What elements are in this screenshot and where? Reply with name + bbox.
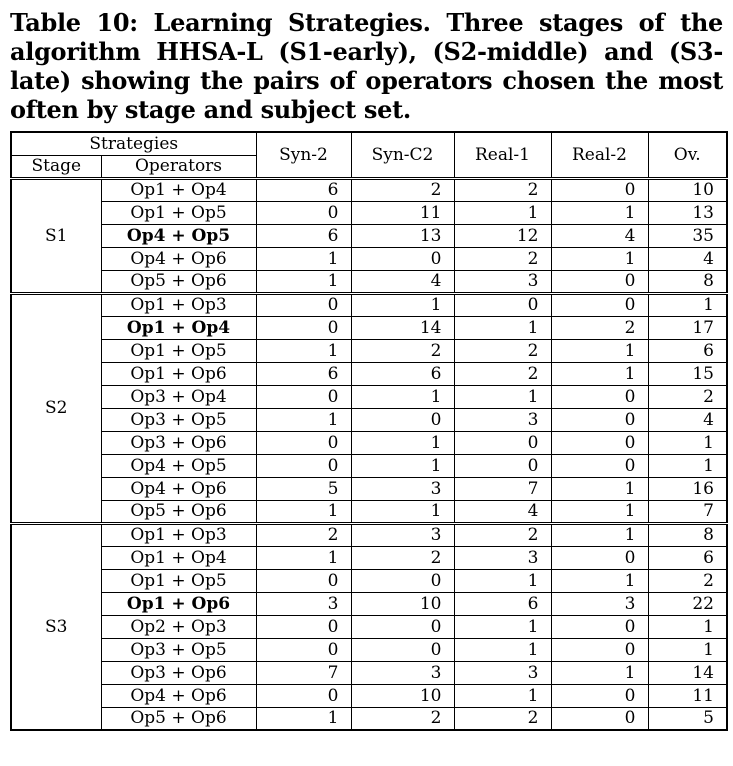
table-row — [11, 592, 727, 615]
value-cell: 2 — [454, 247, 551, 270]
value-cell: 1 — [648, 454, 727, 477]
value-cell: 5 — [256, 477, 351, 500]
value-cell: 14 — [648, 661, 727, 684]
value-cell: 2 — [351, 707, 454, 730]
operators-cell: Op4 + Op5 — [101, 454, 256, 477]
value-cell: 14 — [351, 316, 454, 339]
value-cell: 10 — [351, 592, 454, 615]
value-cell: 1 — [351, 431, 454, 454]
value-cell: 0 — [256, 293, 351, 316]
value-cell: 0 — [256, 201, 351, 224]
operators-cell: Op4 + Op5 — [101, 224, 256, 247]
stage-cell-s1: S1 — [11, 178, 101, 293]
value-cell: 0 — [351, 247, 454, 270]
value-cell: 6 — [256, 224, 351, 247]
operators-cell: Op4 + Op6 — [101, 247, 256, 270]
operators-cell: Op3 + Op6 — [101, 661, 256, 684]
value-cell: 1 — [551, 661, 648, 684]
value-cell: 1 — [454, 201, 551, 224]
value-cell: 0 — [256, 684, 351, 707]
value-cell: 7 — [454, 477, 551, 500]
operators-cell: Op4 + Op6 — [101, 477, 256, 500]
table-row — [11, 684, 727, 707]
operators-cell: Op1 + Op5 — [101, 339, 256, 362]
value-cell: 0 — [551, 293, 648, 316]
table-row — [11, 500, 727, 523]
value-cell: 1 — [454, 638, 551, 661]
learning-strategies-table — [10, 131, 728, 731]
value-cell: 1 — [648, 638, 727, 661]
operators-cell: Op1 + Op5 — [101, 569, 256, 592]
table-row — [11, 707, 727, 730]
value-cell: 1 — [454, 684, 551, 707]
operators-cell: Op5 + Op6 — [101, 270, 256, 293]
value-cell: 3 — [454, 408, 551, 431]
value-cell: 1 — [256, 546, 351, 569]
value-cell: 1 — [551, 477, 648, 500]
table-row — [11, 477, 727, 500]
column-header-real-1: Real-1 — [454, 132, 551, 178]
value-cell: 0 — [351, 615, 454, 638]
operators-cell: Op3 + Op5 — [101, 638, 256, 661]
value-cell: 1 — [256, 500, 351, 523]
operators-cell: Op1 + Op5 — [101, 201, 256, 224]
value-cell: 3 — [454, 546, 551, 569]
operators-cell: Op3 + Op6 — [101, 431, 256, 454]
operators-cell: Op1 + Op4 — [101, 178, 256, 201]
operators-cell: Op5 + Op6 — [101, 707, 256, 730]
value-cell: 0 — [551, 454, 648, 477]
value-cell: 1 — [351, 293, 454, 316]
value-cell: 0 — [351, 408, 454, 431]
value-cell: 4 — [648, 247, 727, 270]
value-cell: 1 — [351, 385, 454, 408]
operators-cell: Op1 + Op3 — [101, 523, 256, 546]
value-cell: 1 — [551, 247, 648, 270]
value-cell: 10 — [648, 178, 727, 201]
value-cell: 0 — [551, 684, 648, 707]
operators-cell: Op1 + Op6 — [101, 362, 256, 385]
value-cell: 2 — [648, 569, 727, 592]
value-cell: 3 — [454, 661, 551, 684]
value-cell: 6 — [256, 362, 351, 385]
stage-cell-s2: S2 — [11, 293, 101, 523]
value-cell: 17 — [648, 316, 727, 339]
value-cell: 6 — [351, 362, 454, 385]
table-row — [11, 339, 727, 362]
column-header-syn-c2: Syn-C2 — [351, 132, 454, 178]
value-cell: 35 — [648, 224, 727, 247]
value-cell: 1 — [454, 385, 551, 408]
value-cell: 2 — [351, 178, 454, 201]
table-row — [11, 408, 727, 431]
operators-cell: Op1 + Op6 — [101, 592, 256, 615]
value-cell: 0 — [454, 431, 551, 454]
value-cell: 6 — [256, 178, 351, 201]
table-row — [11, 316, 727, 339]
value-cell: 5 — [648, 707, 727, 730]
value-cell: 11 — [648, 684, 727, 707]
value-cell: 0 — [256, 431, 351, 454]
value-cell: 4 — [454, 500, 551, 523]
value-cell: 0 — [351, 638, 454, 661]
value-cell: 13 — [648, 201, 727, 224]
value-cell: 2 — [454, 523, 551, 546]
value-cell: 10 — [351, 684, 454, 707]
value-cell: 1 — [351, 454, 454, 477]
value-cell: 3 — [351, 661, 454, 684]
value-cell: 2 — [454, 707, 551, 730]
value-cell: 2 — [351, 546, 454, 569]
value-cell: 0 — [256, 638, 351, 661]
value-cell: 7 — [256, 661, 351, 684]
table-row — [11, 523, 727, 546]
value-cell: 0 — [256, 385, 351, 408]
value-cell: 12 — [454, 224, 551, 247]
table-row — [11, 661, 727, 684]
value-cell: 1 — [551, 362, 648, 385]
value-cell: 11 — [351, 201, 454, 224]
value-cell: 8 — [648, 523, 727, 546]
column-header-syn-2: Syn-2 — [256, 132, 351, 178]
value-cell: 0 — [551, 408, 648, 431]
table-body — [11, 178, 727, 730]
value-cell: 0 — [551, 270, 648, 293]
value-cell: 0 — [551, 431, 648, 454]
value-cell: 16 — [648, 477, 727, 500]
value-cell: 3 — [351, 477, 454, 500]
value-cell: 1 — [648, 431, 727, 454]
value-cell: 1 — [551, 201, 648, 224]
value-cell: 3 — [351, 523, 454, 546]
value-cell: 4 — [648, 408, 727, 431]
value-cell: 2 — [256, 523, 351, 546]
value-cell: 3 — [256, 592, 351, 615]
value-cell: 0 — [551, 178, 648, 201]
value-cell: 7 — [648, 500, 727, 523]
value-cell: 1 — [551, 569, 648, 592]
value-cell: 6 — [648, 546, 727, 569]
operators-header: Operators — [101, 155, 256, 178]
value-cell: 6 — [648, 339, 727, 362]
header-row-strategies — [11, 132, 727, 155]
operators-cell: Op1 + Op4 — [101, 546, 256, 569]
table-row — [11, 362, 727, 385]
value-cell: 8 — [648, 270, 727, 293]
table-row — [11, 247, 727, 270]
value-cell: 1 — [454, 615, 551, 638]
table-caption: Table 10: Learning Strategies. Three stages of the algorithm HHSA-L (S1-early), (S2-middle) and (S3-late) showing the pairs of operators chosen the most often by stage and subject set. — [10, 8, 723, 124]
value-cell: 1 — [256, 247, 351, 270]
value-cell: 0 — [256, 569, 351, 592]
value-cell: 2 — [454, 339, 551, 362]
value-cell: 0 — [256, 454, 351, 477]
operators-cell: Op3 + Op4 — [101, 385, 256, 408]
value-cell: 1 — [551, 523, 648, 546]
value-cell: 4 — [351, 270, 454, 293]
value-cell: 1 — [454, 316, 551, 339]
operators-cell: Op4 + Op6 — [101, 684, 256, 707]
value-cell: 2 — [551, 316, 648, 339]
value-cell: 2 — [454, 178, 551, 201]
table-row — [11, 178, 727, 201]
value-cell: 1 — [551, 500, 648, 523]
table-row — [11, 546, 727, 569]
table-row — [11, 224, 727, 247]
value-cell: 0 — [551, 385, 648, 408]
value-cell: 3 — [454, 270, 551, 293]
table-row — [11, 569, 727, 592]
value-cell: 13 — [351, 224, 454, 247]
value-cell: 1 — [256, 339, 351, 362]
value-cell: 3 — [551, 592, 648, 615]
table-row — [11, 293, 727, 316]
value-cell: 6 — [454, 592, 551, 615]
value-cell: 2 — [454, 362, 551, 385]
value-cell: 0 — [256, 615, 351, 638]
table-row — [11, 638, 727, 661]
value-cell: 0 — [551, 615, 648, 638]
value-cell: 1 — [648, 293, 727, 316]
value-cell: 0 — [551, 638, 648, 661]
value-cell: 1 — [256, 408, 351, 431]
value-cell: 4 — [551, 224, 648, 247]
value-cell: 15 — [648, 362, 727, 385]
column-header-real-2: Real-2 — [551, 132, 648, 178]
value-cell: 0 — [551, 546, 648, 569]
value-cell: 0 — [454, 293, 551, 316]
table-row — [11, 385, 727, 408]
table-row — [11, 431, 727, 454]
table-row — [11, 454, 727, 477]
table-row — [11, 201, 727, 224]
strategies-header: Strategies — [11, 132, 256, 155]
operators-cell: Op3 + Op5 — [101, 408, 256, 431]
value-cell: 2 — [351, 339, 454, 362]
value-cell: 1 — [351, 500, 454, 523]
value-cell: 0 — [551, 707, 648, 730]
stage-cell-s3: S3 — [11, 523, 101, 730]
column-header-ov: Ov. — [648, 132, 727, 178]
value-cell: 0 — [454, 454, 551, 477]
value-cell: 22 — [648, 592, 727, 615]
value-cell: 1 — [648, 615, 727, 638]
table-row — [11, 615, 727, 638]
operators-cell: Op1 + Op3 — [101, 293, 256, 316]
operators-cell: Op1 + Op4 — [101, 316, 256, 339]
stage-header: Stage — [11, 155, 101, 178]
value-cell: 1 — [454, 569, 551, 592]
operators-cell: Op5 + Op6 — [101, 500, 256, 523]
value-cell: 1 — [551, 339, 648, 362]
value-cell: 2 — [648, 385, 727, 408]
value-cell: 1 — [256, 707, 351, 730]
operators-cell: Op2 + Op3 — [101, 615, 256, 638]
table-row — [11, 270, 727, 293]
value-cell: 0 — [351, 569, 454, 592]
value-cell: 0 — [256, 316, 351, 339]
value-cell: 1 — [256, 270, 351, 293]
